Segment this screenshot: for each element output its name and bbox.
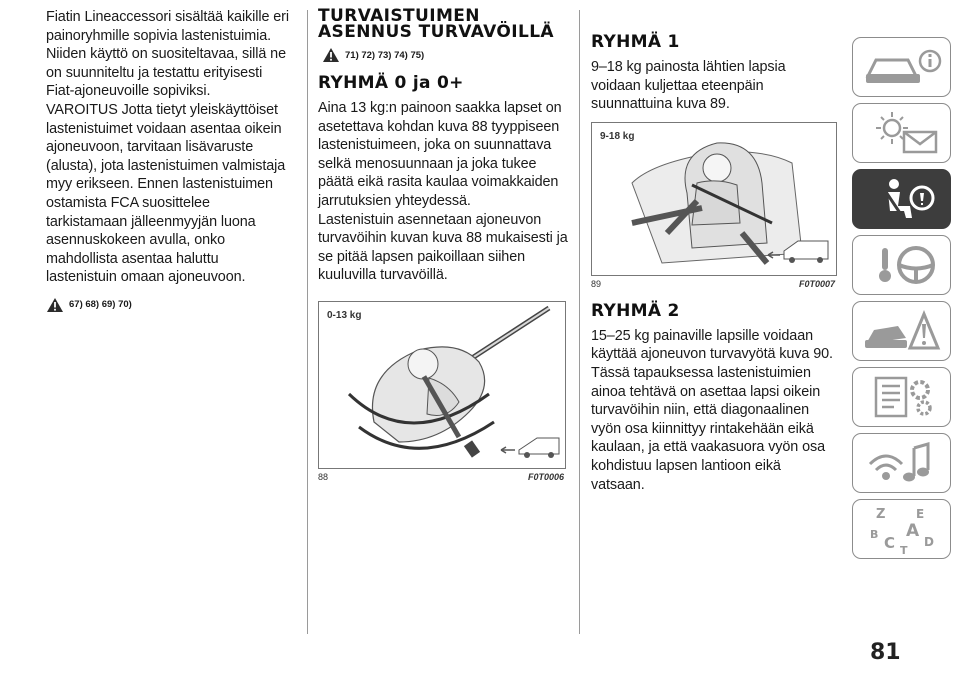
figure-number: 88 [318, 471, 329, 482]
group-0-heading: RYHMÄ 0 ja 0+ [318, 73, 464, 93]
accident-warning-icon [862, 308, 942, 354]
section-title-line1: TURVAISTUIMEN [318, 6, 480, 26]
chapter-tabs [852, 37, 952, 565]
index-letter: A [905, 521, 919, 541]
figure-number: 89 [591, 278, 602, 289]
column-divider [307, 10, 308, 634]
group-0-paragraph-1: Aina 13 kg:n painoon saakka lapset on asetettava kohdan kuva 88 tyyppiseen lastenistuimeen, joka on suunnattava selkä menosuunnaan ja joka tukee päätä eikä rasita kaulaa voimakkaiden jarrutuksien yhteydessä. [318, 100, 562, 209]
group-1-paragraph: 9–18 kg painosta lähtien lapsia voidaan kuljettaa eteenpäin suunnattuina kuva 89. [591, 59, 786, 113]
section-title-line2: ASENNUS TURVAVÖILLÄ [318, 22, 554, 42]
rear-facing-child-seat-illustration [319, 302, 565, 468]
note-references [322, 47, 568, 63]
index-letter: T [899, 544, 908, 554]
figure-88-caption [318, 472, 564, 482]
figure-88 [318, 301, 566, 469]
tab-emergency[interactable] [852, 301, 951, 361]
alphabetical-index-icon [862, 504, 942, 554]
tab-multimedia[interactable] [852, 433, 951, 493]
intro-paragraph: Fiatin Lineaccessori sisältää kaikille eri painoryhmille sopivia lastenistuimia. Niiden käyttö on suositeltavaa, sillä ne on suunniteltu ja testattu erityisesti Fiat-ajoneuvoille sopiviksi. [46, 9, 289, 100]
forward-facing-child-seat-illustration [592, 123, 836, 275]
index-letter: D [923, 535, 934, 549]
references-text: 67) 68) 69) 70) [69, 299, 132, 311]
index-letter: Z [875, 507, 885, 522]
figure-89 [591, 122, 837, 276]
figure-89-caption [591, 279, 835, 289]
group-2-heading: RYHMÄ 2 [591, 300, 680, 321]
tab-starting-driving[interactable] [852, 235, 951, 295]
index-letter: B [869, 528, 878, 541]
steering-wheel-key-icon [862, 242, 942, 288]
group-0-paragraph-2: Lastenistuin asennetaan ajoneuvon turvavöihin kuvan kuva 88 mukaisesti ja se pitää lapsen paikoillaan siihen kuuluvilla turvavöillä. [318, 211, 568, 284]
vehicle-direction-icon [501, 438, 559, 458]
column-divider [579, 10, 580, 634]
tab-warning-lights[interactable] [852, 103, 951, 163]
maintenance-checklist-icon [862, 374, 942, 420]
index-letter: C [883, 534, 895, 552]
references-text: 71) 72) 73) 74) 75) [345, 49, 425, 61]
warning-triangle-icon [322, 47, 340, 63]
car-info-icon [862, 44, 942, 90]
warning-lights-icon [862, 110, 942, 156]
figure-weight-tag: 0-13 kg [327, 309, 362, 321]
tab-safety[interactable] [852, 169, 951, 229]
multimedia-icon [862, 440, 942, 486]
section-title [318, 8, 568, 40]
tab-maintenance[interactable] [852, 367, 951, 427]
column-intro [46, 8, 290, 313]
column-groups [591, 8, 837, 494]
column-installation [318, 8, 568, 482]
figure-weight-tag: 9-18 kg [600, 130, 635, 142]
note-references [46, 297, 290, 313]
group-1-heading: RYHMÄ 1 [591, 32, 680, 52]
page-number: 81 [870, 640, 901, 665]
group-2-paragraph: 15–25 kg painaville lapsille voidaan käyttää ajoneuvon turvavyötä kuva 90. Tässä tapauksessa lastenistuimien ainoa tehtävä on asettaa lapsi oikein turvavöihin niin, että diagonaalinen vyön osa kiinnittyy rintakehään eikä kaulaan, ja että vaakasuora vyön osa kohdistuu lapsen lantioon eikä vatsaan. [591, 327, 833, 493]
warning-paragraph: VAROITUS Jotta tietyt yleiskäyttöiset lastenistuimet voidaan asentaa oikein ajoneuvoon, tarvitaan lisävaruste (alusta), jota lastenistuimen valmistaja myy erikseen. Ennen lastenistuimen ostamista FCA suosittelee tarkistamaan jälleenmyyjän luona asennuskokeen avulla, onko mahdollista asentaa haluttu lastenistuin omaan ajoneuvoon. [46, 101, 286, 286]
seat-airbag-icon [862, 176, 942, 222]
figure-code: F0T0006 [527, 471, 564, 482]
tab-index[interactable] [852, 499, 951, 559]
warning-triangle-icon [46, 297, 64, 313]
figure-code: F0T0007 [798, 278, 835, 289]
tab-vehicle-info[interactable] [852, 37, 951, 97]
index-letter: E [915, 507, 924, 521]
